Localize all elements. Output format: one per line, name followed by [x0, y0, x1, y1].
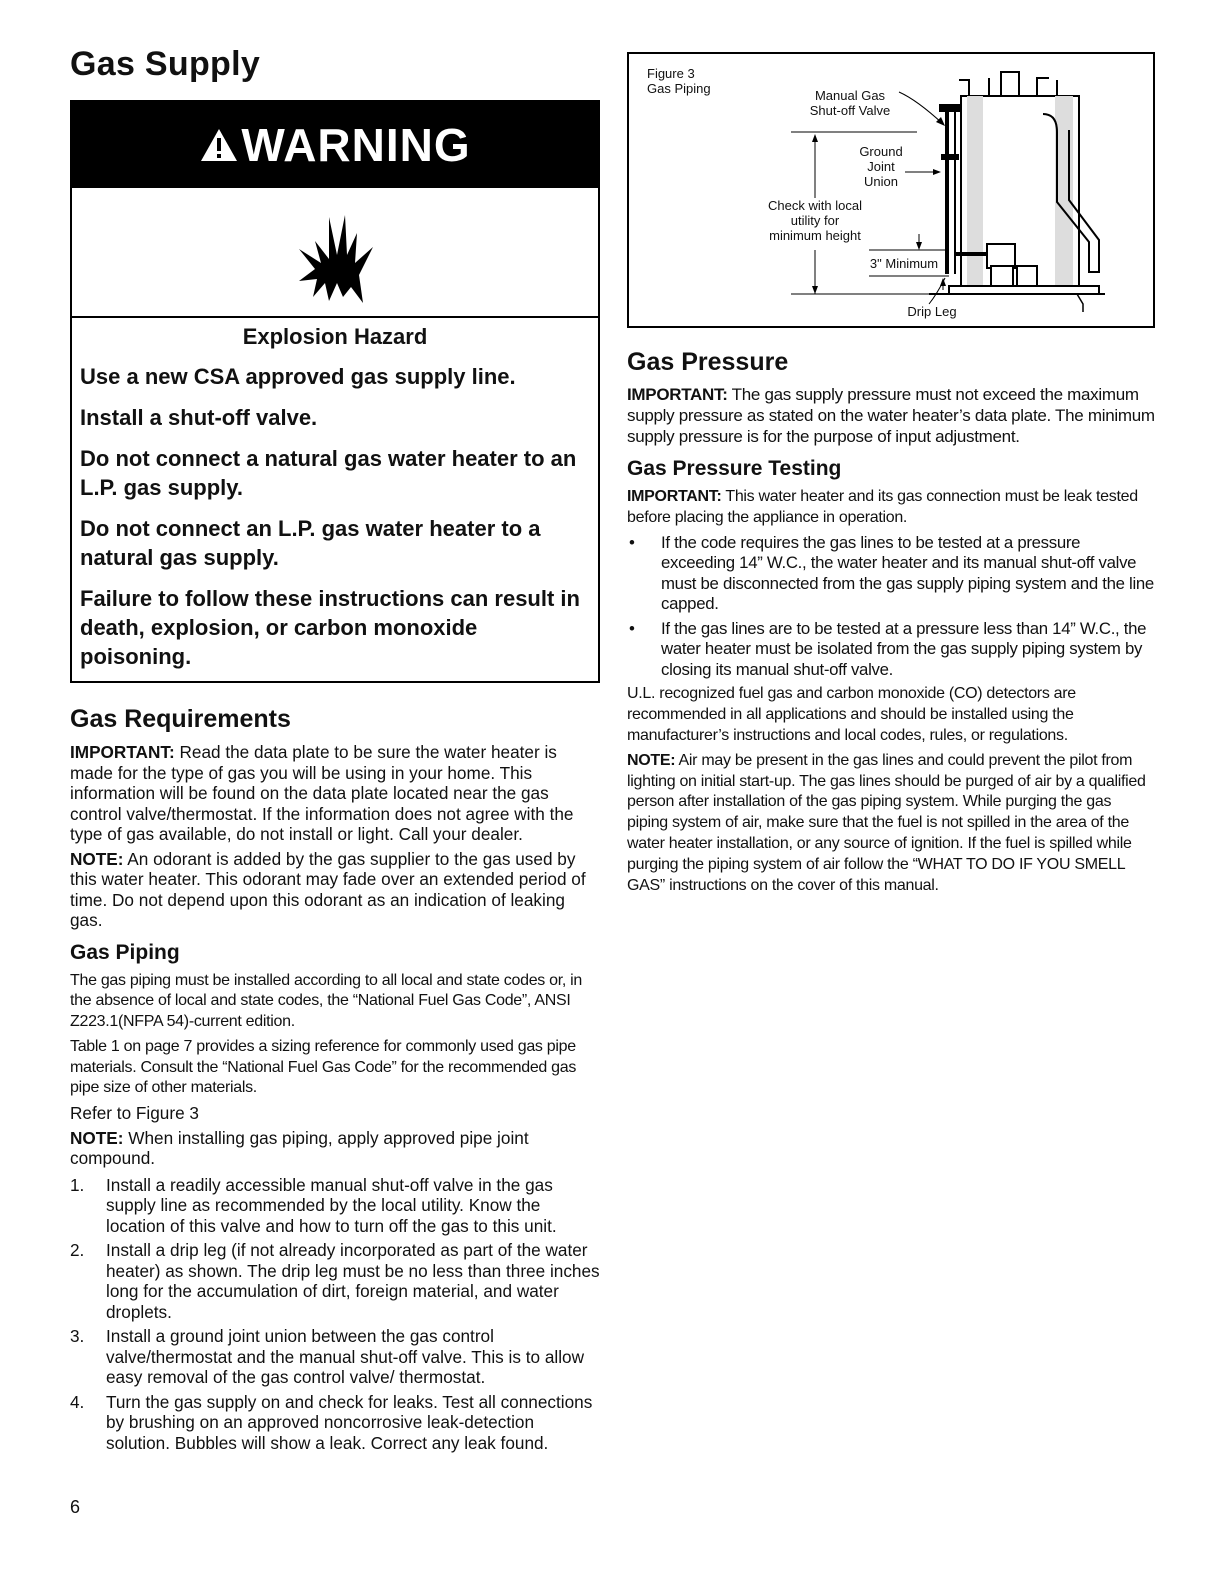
- warning-triangle-icon: [199, 127, 239, 163]
- pressure-testing-note: NOTE: Air may be present in the gas lines and could prevent the pilot from lighting on initial start-up. The gas lines should be purged of air by a qualified person after installation of the gas piping system. While purging the gas piping system of air, make sure that the fuel is not spilled in the area of the water heater installation, or any source of ignition. If the fuel is spilled while purging the piping system of air follow the “WHAT TO DO IF YOU SMELL GAS” instructions on the cover of this manual.: [627, 751, 1146, 894]
- pressure-testing-bullets: [627, 533, 1155, 681]
- explosion-icon: [285, 197, 385, 307]
- hazard-title: Explosion Hazard: [242, 324, 428, 349]
- warning-line: Use a new CSA approved gas supply line.: [80, 364, 516, 389]
- right-column: [627, 52, 1155, 900]
- warning-line: Install a shut-off valve.: [80, 405, 318, 430]
- label-drip-leg: Drip Leg: [907, 304, 957, 319]
- detectors-paragraph: U.L. recognized fuel gas and carbon monoxide (CO) detectors are recommended in all applications and should be installed using the manufacturer’s instructions and local codes, rules, or regulations.: [627, 685, 1076, 745]
- gas-requirements-note: NOTE: An odorant is added by the gas supplier to the gas used by this water heater. This odorant may fade over an extended period of time. Do not depend upon this odorant as an indication of leaking gas.: [70, 848, 586, 930]
- gas-piping-refer: Refer to Figure 3: [70, 1103, 199, 1124]
- list-item: 3. Install a ground joint union between the gas control valve/thermostat and the manual shut-off valve. This is to allow easy removal of the gas control valve/ thermostat.: [70, 1326, 584, 1388]
- list-item: 1. Install a readily accessible manual shut-off valve in the gas supply line as recommended by the local utility. Know the location of this valve and how to turn off the gas to this unit.: [70, 1174, 557, 1236]
- warning-icon-area: [72, 188, 598, 318]
- pressure-testing-important: IMPORTANT: This water heater and its gas connection must be leak tested before placing the appliance in operation.: [627, 488, 1138, 527]
- warning-line: Failure to follow these instructions can result in death, explosion, or carbon monoxide poisoning.: [80, 586, 580, 669]
- gas-piping-p2: Table 1 on page 7 provides a sizing reference for commonly used gas pipe materials. Consult the “National Fuel Gas Code” for the recommended gas pipe size of other materials.: [70, 1037, 577, 1097]
- warning-line: Do not connect a natural gas water heater to an L.P. gas supply.: [80, 446, 577, 500]
- label-ground-joint-union: Ground Joint Union: [859, 144, 903, 189]
- warning-box: [70, 100, 600, 683]
- gas-requirements-heading: Gas Requirements: [70, 705, 291, 733]
- page-title: Gas Supply: [70, 45, 261, 83]
- label-3-minimum: 3" Minimum: [869, 256, 939, 271]
- gas-piping-p1: The gas piping must be installed according to all local and state codes or, in the absence of local and state codes, the “National Fuel Gas Code”, ANSI Z223.1(NFPA 54)-current edition.: [70, 971, 583, 1031]
- gas-pressure-important: IMPORTANT: The gas supply pressure must not exceed the maximum supply pressure as stated on the water heater’s data plate. The minimum supply pressure is for the purpose of input adjustment.: [627, 385, 1155, 446]
- gas-piping-note: NOTE: When installing gas piping, apply approved pipe joint compound.: [70, 1127, 529, 1169]
- warning-header-text: WARNING: [241, 119, 471, 171]
- gas-piping-steps: [70, 1175, 600, 1454]
- page-number: 6: [70, 1497, 81, 1517]
- figure-gas-piping: [627, 52, 1155, 328]
- figure-label: Figure 3 Gas Piping: [647, 66, 711, 96]
- label-check-local-utility: Check with local utility for minimum height: [768, 198, 862, 243]
- list-item: 2. Install a drip leg (if not already incorporated as part of the water heater) as shown. The drip leg must be no less than three inches long for the accumulation of dirt, foreign material, and water droplets.: [70, 1240, 600, 1322]
- gas-requirements-important: IMPORTANT: Read the data plate to be sure the water heater is made for the type of gas you will be using in your home. This information will be found on the data plate located near the gas control valve/thermostat. If the information does not agree with the type of gas available, do not install or light. Call your dealer.: [70, 742, 574, 844]
- gas-pressure-testing-heading: Gas Pressure Testing: [627, 457, 842, 481]
- warning-header: [72, 102, 598, 188]
- gas-piping-heading: Gas Piping: [70, 940, 180, 964]
- list-item: • If the gas lines are to be tested at a pressure less than 14” W.C., the water heater must be isolated from the gas supply piping system by closing its manual shut-off valve.: [629, 618, 1147, 679]
- left-column: [70, 45, 600, 1457]
- list-item: 4. Turn the gas supply on and check for leaks. Test all connections by brushing on an approved noncorrosive leak-detection solution. Bubbles will show a leak. Correct any leak found.: [70, 1391, 593, 1453]
- list-item: • If the code requires the gas lines to be tested at a pressure exceeding 14” W.C., the water heater and its manual shut-off valve must be disconnected from the gas supply piping system and the line capped.: [629, 532, 1154, 614]
- warning-text: [72, 318, 598, 681]
- gas-pressure-heading: Gas Pressure: [627, 348, 789, 376]
- label-manual-gas: Manual Gas Shut-off Valve: [809, 88, 891, 118]
- warning-line: Do not connect an L.P. gas water heater to a natural gas supply.: [80, 516, 541, 570]
